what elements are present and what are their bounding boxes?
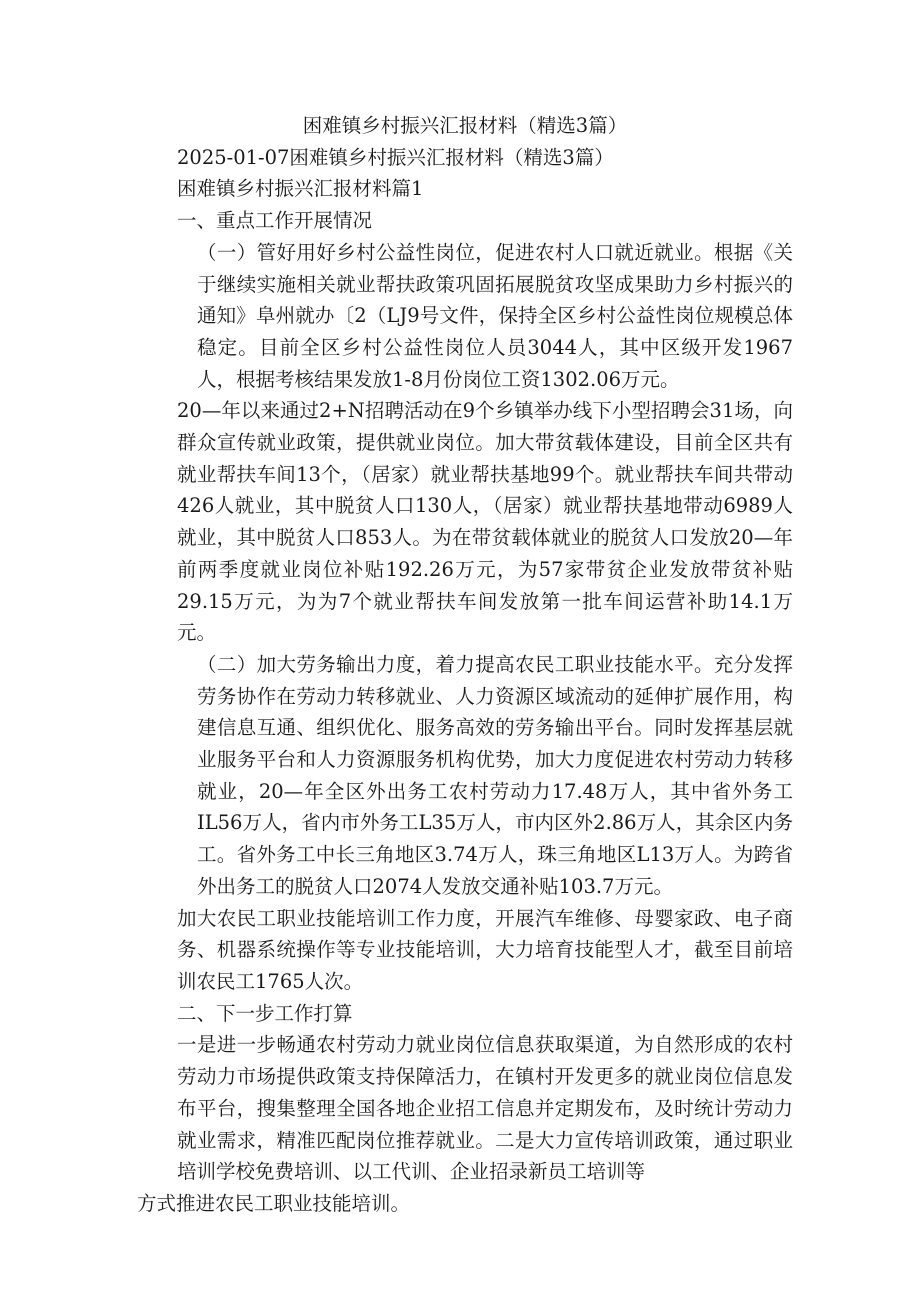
dated-title: 2025-01-07困难镇乡村振兴汇报材料（精选3篇） bbox=[177, 145, 614, 169]
document-title: 困难镇乡村振兴汇报材料（精选3篇） bbox=[302, 114, 628, 137]
section-heading-2: 二、下一步工作打算 bbox=[177, 1001, 353, 1025]
paragraph-3: （二）加大劳务输出力度，着力提高农民工职业技能水平。充分发挥劳务协作在劳动力转移就业、人力资源区域流动的延伸扩展作用，构建信息互通、组织优化、服务高效的劳务输出平台。同时发挥基层就业服务平台和人力资源服务机构优势，加大力度促进农村劳动力转移就业，20—年全区外出务工农村劳动力17.48万人，其中省外务工IL56万人，省内市外务工L35万人，市内区外2.86万人，其余区内务工。省外务工中长三角地区3.74万人，珠三角地区L13万人。为跨省外出务工的脱贫人口2074人发放交通补贴103.7万元。 bbox=[197, 652, 793, 898]
document-body bbox=[137, 110, 793, 1220]
section-heading-1: 一、重点工作开展情况 bbox=[177, 209, 373, 233]
paragraph-5: 一是进一步畅通农村劳动力就业岗位信息获取渠道，为自然形成的农村劳动力市场提供政策支持保障活力，在镇村开发更多的就业岗位信息发布平台，搜集整理全国各地企业招工信息并定期发布，及时统计劳动力就业需求，精准匹配岗位推荐就业。二是大力宣传培训政策，通过职业培训学校免费培训、以工代训、企业招录新员工培训等 bbox=[177, 1033, 793, 1184]
paragraph-5-tail: 方式推进农民工职业技能培训。 bbox=[137, 1191, 411, 1215]
paragraph-1: （一）管好用好乡村公益性岗位，促进农村人口就近就业。根据《关于继续实施相关就业帮扶政策巩固拓展脱贫攻坚成果助力乡村振兴的通知》阜州就办〔2（LJ9号文件，保持全区乡村公益性岗位规模总体稳定。目前全区乡村公益性岗位人员3044人，其中区级开发1967人，根据考核结果发放1-8月份岗位工资1302.06万元。 bbox=[197, 240, 793, 391]
paragraph-4: 加大农民工职业技能培训工作力度，开展汽车维修、母婴家政、电子商务、机器系统操作等专业技能培训，大力培育技能型人才，截至目前培训农民工1765人次。 bbox=[177, 906, 793, 993]
article-heading: 困难镇乡村振兴汇报材料篇1 bbox=[177, 177, 424, 201]
paragraph-2: 20—年以来通过2+N招聘活动在9个乡镇举办线下小型招聘会31场，向群众宣传就业政策，提供就业岗位。加大带贫载体建设，目前全区共有就业帮扶车间13个，（居家）就业帮扶基地99个。就业帮扶车间共带动426人就业，其中脱贫人口130人，（居家）就业帮扶基地带动6989人就业，其中脱贫人口853人。为在带贫载体就业的脱贫人口发放20—年前两季度就业岗位补贴192.26万元，为57家带贫企业发放带贫补贴29.15万元，为为7个就业帮扶车间发放第一批车间运营补助14.1万元。 bbox=[177, 399, 793, 645]
